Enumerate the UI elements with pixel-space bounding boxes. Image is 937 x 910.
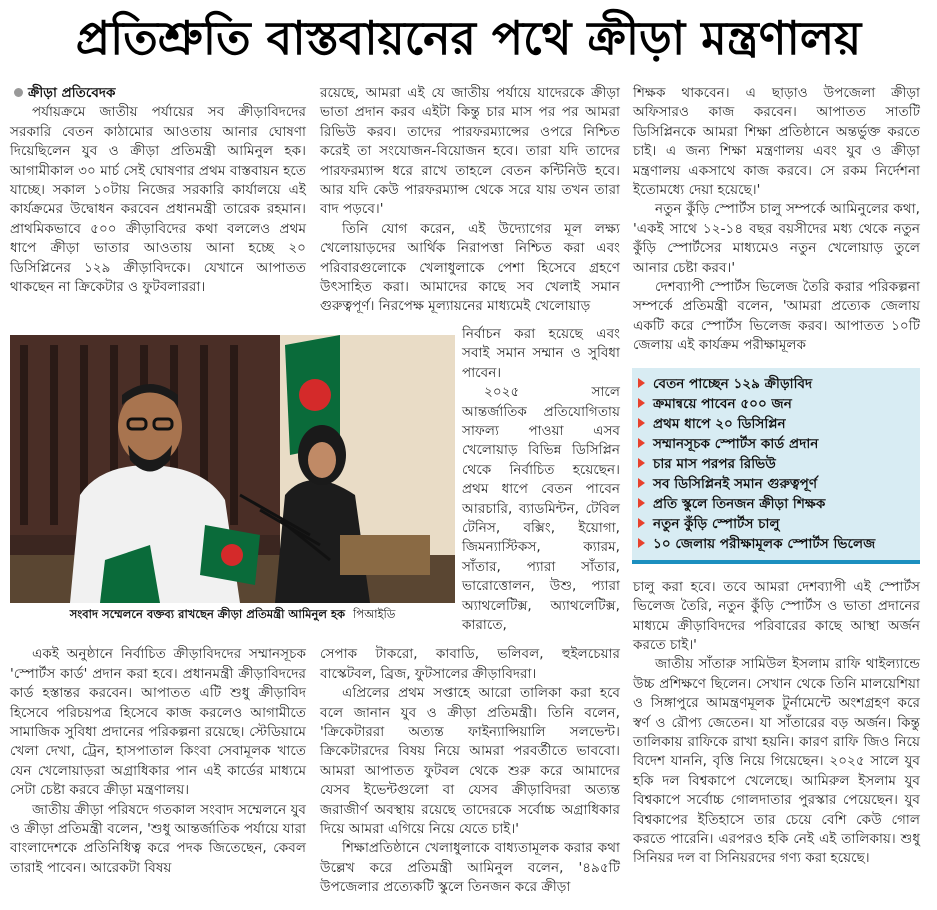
column-2-top <box>320 84 620 317</box>
highlight-item <box>638 534 920 554</box>
highlight-text: বেতন পাচ্ছেন ১২৯ ক্রীড়াবিদ <box>653 375 813 392</box>
triangle-bullet-icon <box>638 378 645 388</box>
paragraph: নতুন কুঁড়ি স্পোর্টস চালু সম্পর্কে আমিনুলের কথা, 'একই সাথে ১২-১৪ বছর বয়সীদের মধ্য থেকে নতুন কুঁড়ি স্পোর্টসের মাধ্যমেও নতুন খেলোয়াড় তুলে আনার চেষ্টা করব।' <box>633 201 920 276</box>
paragraph: সেপাক টাকরো, কাবাডি, ভলিবল, হুইলচেয়ার বাস্কেটবল, ব্রিজ, ফুটসালের ক্রীড়াবিদরা। <box>320 646 620 682</box>
triangle-bullet-icon <box>638 478 645 488</box>
highlight-item <box>638 374 920 394</box>
photo-row <box>10 325 620 636</box>
triangle-bullet-icon <box>638 498 645 508</box>
photo-illustration <box>10 335 455 603</box>
triangle-bullet-icon <box>638 518 645 528</box>
press-conference-photo <box>10 335 455 603</box>
paragraph: দেশব্যাপী স্পোর্টস ভিলেজ তৈরি করার পরিকল্পনা সম্পর্কে প্রতিমন্ত্রী বলেন, 'আমরা প্রত্যেক জেলায় একটি করে স্পোর্টস ভিলেজ করব। আপাতত ১০টি জেলায় এই কার্যক্রম পরীক্ষামূলক <box>633 279 920 354</box>
paragraph: চালু করা হবে। তবে আমরা দেশব্যাপী এই স্পোর্টস ভিলেজ তৈরি, নতুন কুঁড়ি স্পোর্টস ও ভাতা প্রদানের মাধ্যমে ক্রীড়াবিদদের পরিবারের কাছে আস্থা অর্জন করতে চাই।' <box>633 578 920 653</box>
paragraph: ২০২৫ সালে আন্তর্জাতিক প্রতিযোগিতায় সাফল্য পাওয়া এসব খেলোয়াড় বিভিন্ন ডিসিপ্লিন থেকে নির্বাচিত হয়েছেন। প্রথম ধাপে বেতন পাবেন আরচারি, ব্যাডমিন্টন, টেবিল টেনিস, বক্সিং, ইয়োগা, জিমন্যাস্টিকস, ক্যারম, সাঁতার, প্যারা সাঁতার, ভারোত্তোলন, উশু, প্যারা অ্যাথলেটিক্স, অ্যাথলেটিক্স, কারাতে, <box>462 384 620 633</box>
byline-text: ক্রীড়া প্রতিবেদক <box>28 85 116 101</box>
paragraph: পর্যায়ক্রমে জাতীয় পর্যায়ের সব ক্রীড়াবিদদের সরকারি বেতন কাঠামোর আওতায় আনার ঘোষণা দিয়েছিলেন যুব ও ক্রীড়া প্রতিমন্ত্রী আমিনুল হক। আগামীকাল ৩০ মার্চ সেই ঘোষণার প্রথম বাস্তবায়ন হতে যাচ্ছে। সকাল ১০টায় নিজের সরকারি কার্যালয়ে এই কার্যক্রমের উদ্বোধন করবেন প্রধানমন্ত্রী তারেক রহমান। প্রাথমিকভাবে ৫০০ ক্রীড়াবিদের কথা বললেও প্রথম ধাপে ক্রীড়া ভাতার আওতায় আনা হচ্ছে ২০ ডিসিপ্লিনের ১২৯ ক্রীড়াবিদকে। যেখানে আপাতত থাকছেন না ক্রিকেটার ও ফুটবলাররা। <box>10 104 306 296</box>
triangle-bullet-icon <box>638 538 645 548</box>
highlights-box <box>632 368 920 564</box>
highlight-text: নতুন কুঁড়ি স্পোর্টস চালু <box>653 515 780 532</box>
caption-text: সংবাদ সম্মেলনে বক্তব্য রাখছেন ক্রীড়া প্রতিমন্ত্রী আমিনুল হক <box>69 606 346 621</box>
paragraph: এপ্রিলের প্রথম সপ্তাহে আরো তালিকা করা হবে বলে জানান যুব ও ক্রীড়া প্রতিমন্ত্রী। তিনি বলেন, 'ক্রিকেটাররা অত্যন্ত ফাইন্যান্সিয়ালি সলভেন্ট। ক্রিকেটারদের বিষয় নিয়ে আমরা পরবর্তীতে ভাববো। আমরা আপাতত ফুটবল থেকে শুরু করে আমাদের যেসব ইভেন্টগুলো বা যেসব ক্রীড়াবিদরা অত্যন্ত জরাজীর্ণ অবস্থায় রয়েছে তাদেরকে সর্বোচ্চ অগ্রাধিকার দিয়ে আমরা এগিয়ে নিয়ে যেতে চাই।' <box>320 685 620 838</box>
photo-block <box>10 335 455 622</box>
highlight-text: সম্মানসূচক স্পোর্টস কার্ড প্রদান <box>653 435 819 452</box>
highlight-item <box>638 474 920 494</box>
paragraph: তিনি যোগ করেন, এই উদ্যোগের মূল লক্ষ্য খেলোয়াড়দের আর্থিক নিরাপত্তা নিশ্চিত করা এবং পরিবারগুলোকে খেলাধুলাকে পেশা হিসেবে গ্রহণে উৎসাহিত করা। আমাদের কাছে সব খেলাই সমান গুরুত্বপূর্ণ। নিরপেক্ষ মূল্যায়নের মাধ্যমেই খেলোয়াড় <box>320 220 620 315</box>
highlight-item <box>638 514 920 534</box>
top-row <box>10 84 620 317</box>
triangle-bullet-icon <box>638 458 645 468</box>
triangle-bullet-icon <box>638 398 645 408</box>
byline <box>10 84 306 103</box>
highlight-text: ক্রমান্বয়ে পাবেন ৫০০ জন <box>653 395 792 412</box>
bottom-row <box>10 645 620 897</box>
paragraph: জাতীয় সাঁতারু সামিউল ইসলাম রাফি থাইল্যান্ডে উচ্চ প্রশিক্ষণে ছিলেন। সেখান থেকে তিনি মালয়েশিয়া ও সিঙ্গাপুরে আমন্ত্রণমূলক টুর্নামেন্টে অংশগ্রহণ করে স্বর্ণ ও রৌপ্য জেতেন। যা সাঁতারের বড় অর্জন। কিন্তু তালিকায় রাফিকে রাখা হয়নি। কারণ রাফি জিও নিয়ে বিদেশ যাননি, বৃত্তি নিয়ে গিয়েছেন। ২০২৫ সালে যুব হকি দল বিশ্বকাপে খেলেছে। আমিরুল ইসলাম যুব বিশ্বকাপে সর্বোচ্চ গোলদাতার পুরস্কার পেয়েছেন। যুব বিশ্বকাপের ইতিহাসে তার চেয়ে বেশি কেউ গোল করতে পারেনি। এরপরও হকি নেই এই তালিকায়। শুধু সিনিয়র দল বা সিনিয়রদের গণ্য করা হয়েছে। <box>633 656 920 867</box>
triangle-bullet-icon <box>638 438 645 448</box>
paragraph: শিক্ষাপ্রতিষ্ঠানে খেলাধুলাকে বাধ্যতামূলক করার কথা উল্লেখ করে প্রতিমন্ত্রী আমিনুল বলেন, '৪৯৫টি উপজেলার প্রত্যেকটি স্কুলে তিনজন করে ক্রীড়া <box>320 840 620 896</box>
paragraph: নির্বাচন করা হয়েছে এবং সবাই সমান সম্মান ও সুবিধা পাবেন। <box>462 325 620 381</box>
highlight-item <box>638 394 920 414</box>
column-3-top <box>633 84 920 356</box>
highlight-text: প্রথম ধাপে ২০ ডিসিপ্লিন <box>653 415 786 432</box>
highlight-item <box>638 494 920 514</box>
highlight-text: ১০ জেলায় পরীক্ষামূলক স্পোর্টস ভিলেজ <box>653 535 876 552</box>
paragraph: রয়েছে, আমরা এই যে জাতীয় পর্যায়ে যাদেরকে ক্রীড়া ভাতা প্রদান করব এইটা কিন্তু চার মাস পর পর আমরা রিভিউ করব। তাদের পারফরম্যান্সের ওপরে নিশ্চিত করেই তা সংযোজন-বিয়োজন হবে। তারা যদি তাদের পারফরম্যান্স ধরে রাখে তাহলে বেতন কন্টিনিউ হবে। আর যদি কেউ পারফরম্যান্স থেকে সরে যায় তখন তারা বাদ পড়বে।' <box>320 85 620 218</box>
highlight-text: চার মাস পরপর রিভিউ <box>653 455 776 472</box>
article-body <box>0 84 937 898</box>
column-1-bottom <box>10 645 306 878</box>
highlight-item <box>638 454 920 474</box>
column-3-bottom <box>633 578 920 869</box>
paragraph: জাতীয় ক্রীড়া পরিষদে গতকাল সংবাদ সম্মেলনে যুব ও ক্রীড়া প্রতিমন্ত্রী বলেন, 'শুধু আন্তর্জাতিক পর্যায়ে যারা বাংলাদেশকে প্রতিনিধিত্ব করে পদক জিতেছেন, কেবল তারাই পাবেন। আরেকটা বিষয় <box>10 801 306 876</box>
photo-credit: পিআইডি <box>353 606 396 621</box>
paragraph: একই অনুষ্ঠানে নির্বাচিত ক্রীড়াবিদদের সম্মানসূচক 'স্পোর্টস কার্ড' প্রদান করা হবে। প্রধানমন্ত্রী ক্রীড়াবিদদের কার্ড হস্তান্তর করবেন। আপাতত এটি শুধু ক্রীড়াবিদ হিসেবে পরিচয়পত্র হিসেবে কাজ করলেও আগামীতে সামাজিক সুবিধা প্রদানের পরিকল্পনা রয়েছে। স্টেডিয়ামে খেলা দেখা, ট্রেন, হাসপাতাল কিংবা সেবামূলক খাতে যেন খেলোয়াড়রা অগ্রাধিকার পান এই কার্ডের মাধ্যমে সেটা চেষ্টা করবে ক্রীড়া মন্ত্রণালয়। <box>10 646 306 799</box>
right-column <box>633 84 920 869</box>
left-columns <box>10 84 620 898</box>
column-1-top <box>10 84 306 297</box>
highlight-text: সব ডিসিপ্লিনই সমান গুরুত্বপূর্ণ <box>653 475 818 492</box>
highlight-item <box>638 434 920 454</box>
column-2-narrow <box>462 325 620 636</box>
highlight-text: প্রতি স্কুলে তিনজন ক্রীড়া শিক্ষক <box>653 495 826 512</box>
column-2-bottom <box>320 645 620 897</box>
photo-caption <box>10 607 455 622</box>
headline: প্রতিশ্রুতি বাস্তবায়নের পথে ক্রীড়া মন্ত্রণালয় <box>75 11 862 65</box>
bullet-dot-icon <box>14 88 23 97</box>
highlight-item <box>638 414 920 434</box>
triangle-bullet-icon <box>638 418 645 428</box>
paragraph: শিক্ষক থাকবেন। এ ছাড়াও উপজেলা ক্রীড়া অফিসারও কাজ করবেন। আপাতত সাতটি ডিসিপ্লিনকে আমরা শিক্ষা প্রতিষ্ঠানে অন্তর্ভুক্ত করতে চাই। এ জন্য শিক্ষা মন্ত্রণালয় এবং যুব ও ক্রীড়া মন্ত্রণালয় একসাথে কাজ করবে। সে রকম নির্দেশনা ইতোমধ্যে দেয়া হয়েছে।' <box>633 85 920 199</box>
